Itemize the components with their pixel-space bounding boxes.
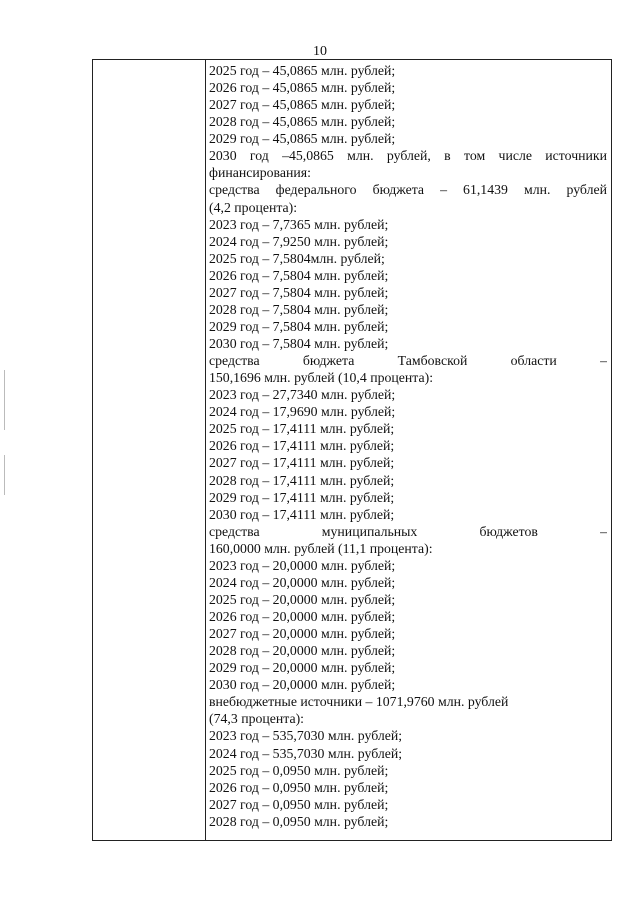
text-line: 2028 год – 7,5804 млн. рублей; (209, 301, 389, 317)
column-divider (205, 60, 206, 840)
text-line: 2025 год – 45,0865 млн. рублей; (209, 63, 396, 78)
text-line: 2024 год – 535,7030 млн. рублей; (209, 745, 403, 761)
text-line: 2027 год – 7,5804 млн. рублей; (209, 284, 389, 300)
text-line: 2026 год – 7,5804 млн. рублей; (209, 267, 389, 283)
text-line: средства федерального бюджета – 61,1439 млн. рублей (209, 182, 607, 198)
text-line: 2028 год – 17,4111 млн. рублей; (209, 472, 395, 488)
text-line: 2027 год – 20,0000 млн. рублей; (209, 626, 396, 642)
text-line: 2023 год – 7,7365 млн. рублей; (209, 216, 389, 232)
page-number: 10 (313, 44, 327, 59)
text-line: 2023 год – 27,7340 млн. рублей; (209, 387, 396, 403)
text-line: 2026 год – 0,0950 млн. рублей; (209, 779, 389, 795)
text-line: 2026 год – 45,0865 млн. рублей; (209, 80, 396, 96)
margin-scan-mark (4, 455, 5, 495)
text-line: 2025 год – 0,0950 млн. рублей; (209, 762, 389, 778)
text-line: 2028 год – 45,0865 млн. рублей; (209, 114, 396, 130)
text-line: 2023 год – 20,0000 млн. рублей; (209, 557, 396, 573)
text-line: 2025 год – 7,5804млн. рублей; (209, 250, 385, 266)
text-line: 2026 год – 20,0000 млн. рублей; (209, 609, 396, 624)
text-line: 2030 год – 7,5804 млн. рублей; (209, 336, 389, 351)
passport-table (92, 59, 612, 841)
text-line: финансирования: (209, 165, 311, 181)
text-line: 2030 год –45,0865 млн. рублей, в том числе источники (209, 148, 607, 164)
text-line: 2030 год – 20,0000 млн. рублей; (209, 677, 396, 693)
text-line: (74,3 процента): (209, 711, 305, 727)
text-line: 2026 год – 17,4111 млн. рублей; (209, 438, 395, 454)
text-line: 2027 год – 45,0865 млн. рублей; (209, 97, 396, 113)
text-line: 2030 год – 17,4111 млн. рублей; (209, 506, 395, 522)
text-line: 2028 год – 0,0950 млн. рублей; (209, 813, 389, 829)
text-line: 2024 год – 20,0000 млн. рублей; (209, 574, 396, 590)
text-line: 2029 год – 20,0000 млн. рублей; (209, 660, 396, 676)
text-line: 2023 год – 535,7030 млн. рублей; (209, 728, 403, 744)
text-line: 2024 год – 7,9250 млн. рублей; (209, 233, 389, 249)
text-line: 2024 год – 17,9690 млн. рублей; (209, 404, 396, 420)
text-line: 2025 год – 17,4111 млн. рублей; (209, 421, 395, 437)
text-line: 2029 год – 45,0865 млн. рублей; (209, 131, 396, 147)
text-line: внебюджетные источники – 1071,9760 млн. рублей (209, 694, 509, 710)
funding-text-cell (209, 62, 607, 830)
text-line: 2029 год – 7,5804 млн. рублей; (209, 318, 389, 334)
text-line: 2029 год – 17,4111 млн. рублей; (209, 489, 395, 505)
text-line: 150,1696 млн. рублей (10,4 процента): (209, 370, 434, 386)
text-line: 160,0000 млн. рублей (11,1 процента): (209, 540, 433, 556)
text-line: средства муниципальных бюджетов – (209, 523, 607, 539)
text-line: средства бюджета Тамбовской области – (209, 353, 607, 369)
margin-scan-mark (4, 370, 5, 430)
text-line: 2027 год – 17,4111 млн. рублей; (209, 455, 395, 471)
text-line: 2027 год – 0,0950 млн. рублей; (209, 796, 389, 812)
text-line: 2025 год – 20,0000 млн. рублей; (209, 591, 396, 607)
text-line: 2028 год – 20,0000 млн. рублей; (209, 643, 396, 659)
text-line: (4,2 процента): (209, 199, 298, 215)
